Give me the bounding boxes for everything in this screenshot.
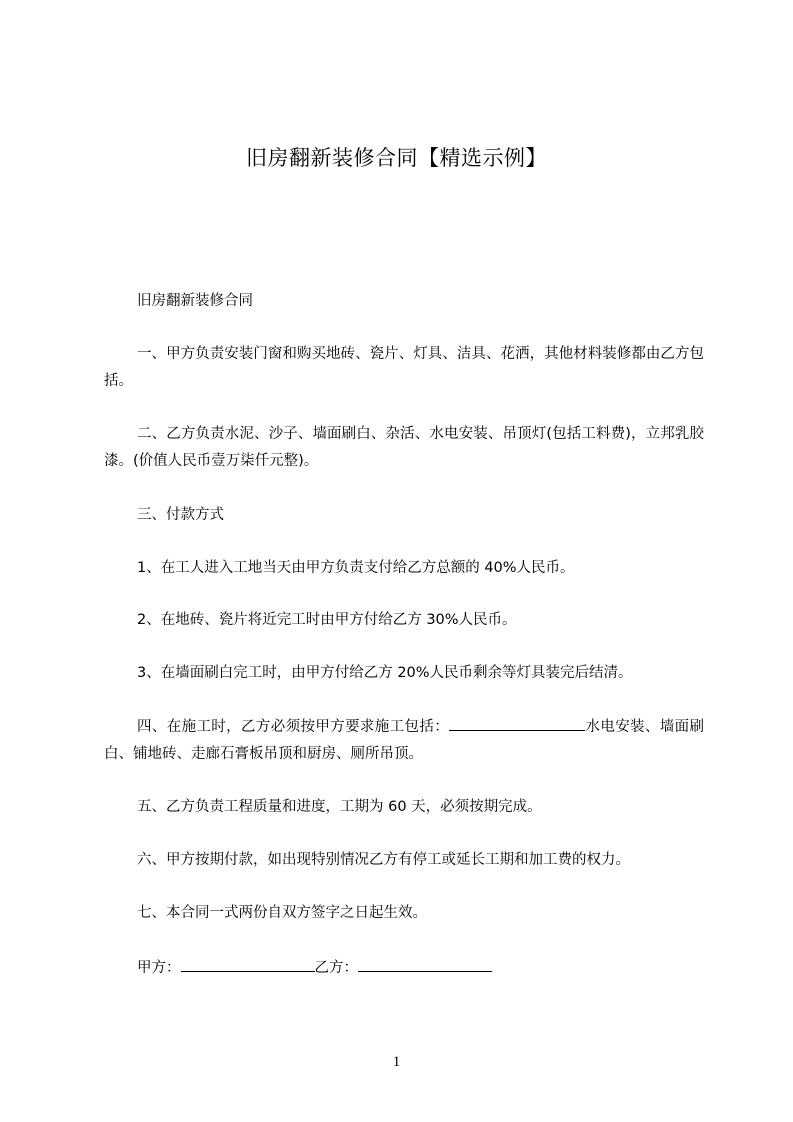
clause-1: 一、甲方负责安装门窗和购买地砖、瓷片、灯具、洁具、花洒，其他材料装修都由乙方包括。 [104, 346, 704, 389]
clause-3-heading: 三、付款方式 [137, 507, 224, 523]
work-scope-blank[interactable] [449, 716, 585, 731]
payment-item-1: 1、在工人进入工地当天由甲方负责支付给乙方总额的 40%人民币。 [137, 560, 575, 576]
clause-4 [104, 714, 704, 768]
payment-item-3: 3、在墙面刷白完工时，由甲方付给乙方 20%人民币剩余等灯具装完后结清。 [137, 665, 633, 681]
payment-item-2: 2、在地砖、瓷片将近完工时由甲方付给乙方 30%人民币。 [137, 612, 517, 628]
party-b-signature-blank[interactable] [358, 957, 492, 972]
clause-2: 二、乙方负责水泥、沙子、墙面刷白、杂活、水电安装、吊顶灯(包括工料费)，立邦乳胶漆。(价值人民币壹万柒仟元整)。 [104, 426, 704, 469]
party-a-signature-blank[interactable] [181, 957, 315, 972]
clause-7: 七、本合同一式两份自双方签字之日起生效。 [137, 905, 427, 921]
party-b-label: 乙方： [314, 960, 358, 976]
page-number: 1 [392, 1054, 401, 1070]
clause-5: 五、乙方负责工程质量和进度，工期为 60 天，必须按期完成。 [137, 799, 542, 815]
clause-6: 六、甲方按期付款，如出现特别情况乙方有停工或延长工期和加工费的权力。 [137, 852, 630, 868]
signature-line [104, 955, 704, 982]
document-title: 旧房翻新装修合同【精选示例】 [246, 146, 547, 170]
party-a-label: 甲方： [137, 960, 181, 976]
contract-heading: 旧房翻新装修合同 [137, 293, 253, 309]
clause-4-prefix: 四、在施工时，乙方必须按甲方要求施工包括： [137, 719, 450, 735]
clause-4-suffix: 水电安装、墙面刷白、铺地砖、走廊石膏板吊顶和厨房、厕所吊顶。 [104, 719, 705, 762]
